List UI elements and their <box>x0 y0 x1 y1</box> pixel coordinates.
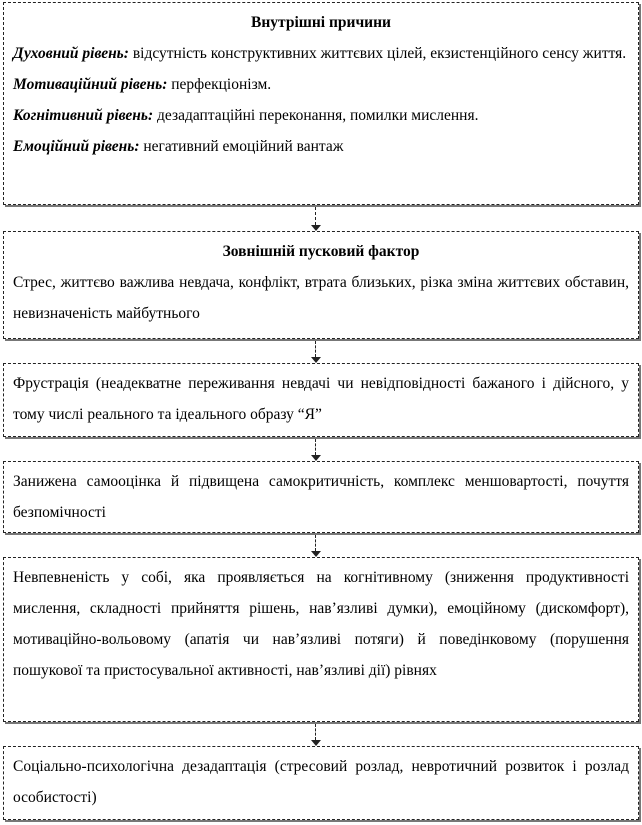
emotional-level-label: Емоційний рівень: <box>13 138 140 155</box>
insecurity-text: Невпевненість у собі, яка проявляється на когнітивному (зниження продуктивності мислення, складності прийняття рішень, нав’язливі думки), емоційному (дискомфорт), мотиваційно-вольовому (апатія чи нав’язливі потяги) й поведінковому (порушення пошукової та пристосувальної активності, нав’язливі дії) рівнях <box>13 569 629 679</box>
arrow-down-2 <box>310 341 322 363</box>
external-trigger-box <box>3 231 639 339</box>
arrow-down-1 <box>310 207 322 231</box>
emotional-level-item <box>13 131 629 162</box>
emotional-level-text: негативний емоційний вантаж <box>139 138 344 155</box>
cognitive-level-label: Когнітивний рівень: <box>13 107 154 124</box>
insecurity-box <box>3 557 639 722</box>
motivational-level-label: Мотиваційний рівень: <box>13 76 168 93</box>
arrow-down-4 <box>310 535 322 557</box>
motivational-level-item <box>13 69 629 100</box>
maladaptation-box <box>3 746 639 820</box>
arrow-down-5 <box>310 724 322 746</box>
self-esteem-box <box>3 461 639 533</box>
internal-causes-box <box>3 2 639 205</box>
frustration-box <box>3 363 639 437</box>
maladaptation-text: Соціально-психологічна дезадаптація (стресовий розлад, невротичний розвиток і розлад особистості) <box>13 758 629 806</box>
spiritual-level-label: Духовний рівень: <box>13 45 129 62</box>
cognitive-level-text: дезадаптаційні переконання, помилки мислення. <box>153 107 479 124</box>
cognitive-level-item <box>13 100 629 131</box>
external-trigger-title: Зовнішній пусковий фактор <box>222 243 420 260</box>
spiritual-level-item <box>13 38 629 69</box>
frustration-text: Фрустрація (неадекватне переживання невдачі чи невідповідності бажаного і дійсного, у тому числі реального та ідеального образу “Я” <box>13 375 629 423</box>
arrow-down-3 <box>310 439 322 461</box>
self-esteem-text: Занижена самооцінка й підвищена самокритичність, комплекс меншовартості, почуття безпомічності <box>13 473 629 521</box>
internal-causes-title: Внутрішні причини <box>251 14 391 31</box>
external-trigger-text: Стрес, життєво важлива невдача, конфлікт, втрата близьких, різка зміна життєвих обставин, невизначеність майбутнього <box>13 274 629 322</box>
spiritual-level-text: відсутність конструктивних життєвих цілей, екзистенційного сенсу життя. <box>128 45 627 62</box>
motivational-level-text: перфекціонізм. <box>167 76 272 93</box>
